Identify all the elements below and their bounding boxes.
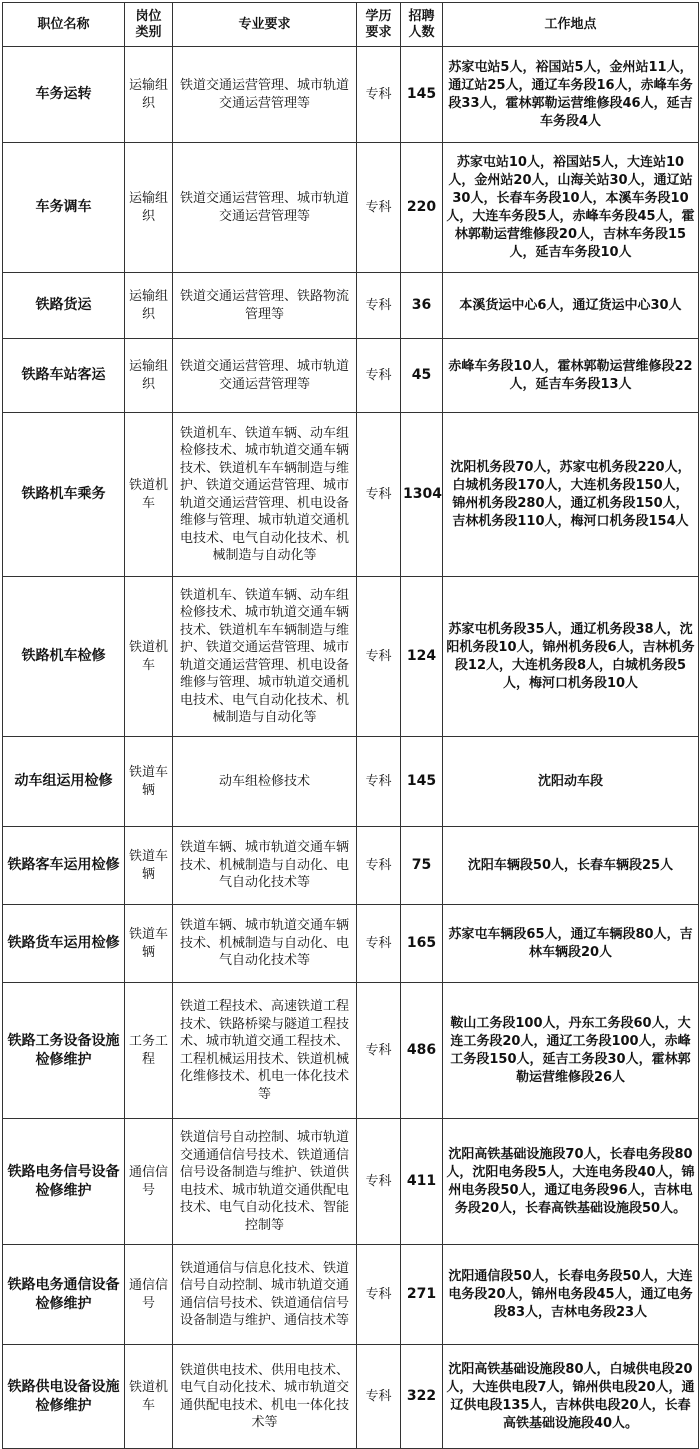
table-row [3, 1345, 699, 1449]
work-location: 赤峰车务段10人，霍林郭勒运营维修段22人，延吉车务段13人 [443, 339, 699, 413]
major-requirement: 铁道交通运营管理、城市轨道交通运营管理等 [173, 339, 357, 413]
position-category: 运输组织 [125, 339, 173, 413]
position-name: 铁路机车乘务 [3, 413, 125, 577]
work-location: 苏家屯车辆段65人，通辽车辆段80人，吉林车辆段20人 [443, 905, 699, 983]
table-row [3, 413, 699, 577]
position-category: 通信信号 [125, 1245, 173, 1345]
education-requirement: 专科 [357, 1345, 401, 1449]
table-row [3, 273, 699, 339]
position-category: 铁道车辆 [125, 905, 173, 983]
education-requirement: 专科 [357, 413, 401, 577]
recruit-count: 165 [401, 905, 443, 983]
major-requirement: 铁道工程技术、高速铁道工程技术、铁路桥梁与隧道工程技术、城市轨道交通工程技术、工程机械运用技术、铁道机械化维修技术、机电一体化技术等 [173, 983, 357, 1119]
recruit-count: 1304 [401, 413, 443, 577]
position-category: 铁道车辆 [125, 737, 173, 827]
education-requirement: 专科 [357, 47, 401, 143]
recruit-count: 271 [401, 1245, 443, 1345]
table-row [3, 1119, 699, 1245]
position-category: 铁道机车 [125, 413, 173, 577]
education-requirement: 专科 [357, 737, 401, 827]
work-location: 沈阳高铁基础设施段70人，长春电务段80人，沈阳电务段5人，大连电务段40人，锦州电务段50人，通辽电务段96人，吉林电务段20人，长春高铁基础设施段50人。 [443, 1119, 699, 1245]
major-requirement: 动车组检修技术 [173, 737, 357, 827]
education-requirement: 专科 [357, 905, 401, 983]
position-name: 铁路客车运用检修 [3, 827, 125, 905]
recruit-count: 45 [401, 339, 443, 413]
position-name: 铁路机车检修 [3, 577, 125, 737]
recruit-count: 486 [401, 983, 443, 1119]
position-name: 铁路货运 [3, 273, 125, 339]
recruit-count: 145 [401, 737, 443, 827]
position-name: 动车组运用检修 [3, 737, 125, 827]
table-row [3, 339, 699, 413]
position-name: 铁路车站客运 [3, 339, 125, 413]
education-requirement: 专科 [357, 1119, 401, 1245]
position-name: 铁路工务设备设施 检修维护 [3, 983, 125, 1119]
work-location: 苏家屯站10人，裕国站5人，大连站10人，金州站20人，山海关站30人，通辽站30人，长春车务段10人，本溪车务段10人，大连车务段5人，赤峰车务段45人，霍林郭勒运营维修段20人，吉林车务段15人，延吉车务段10人 [443, 143, 699, 273]
major-requirement: 铁道机车、铁道车辆、动车组检修技术、城市轨道交通车辆技术、铁道机车车辆制造与维护、铁道交通运营管理、城市轨道交通运营管理、机电设备维修与管理、城市轨道交通机电技术、电气自动化技术、机械制造与自动化等 [173, 577, 357, 737]
education-requirement: 专科 [357, 339, 401, 413]
position-category: 通信信号 [125, 1119, 173, 1245]
recruit-count: 145 [401, 47, 443, 143]
table-row [3, 905, 699, 983]
table-row [3, 577, 699, 737]
header-category: 岗位类别 [125, 3, 173, 47]
header-location: 工作地点 [443, 3, 699, 47]
recruit-count: 124 [401, 577, 443, 737]
education-requirement: 专科 [357, 1245, 401, 1345]
header-count: 招聘人数 [401, 3, 443, 47]
position-name: 车务运转 [3, 47, 125, 143]
education-requirement: 专科 [357, 143, 401, 273]
position-category: 运输组织 [125, 47, 173, 143]
major-requirement: 铁道车辆、城市轨道交通车辆技术、机械制造与自动化、电气自动化技术等 [173, 827, 357, 905]
recruit-count: 220 [401, 143, 443, 273]
position-name: 铁路电务通信设备 检修维护 [3, 1245, 125, 1345]
position-name: 铁路供电设备设施 检修维护 [3, 1345, 125, 1449]
major-requirement: 铁道信号自动控制、城市轨道交通通信信号技术、铁道通信信号设备制造与维护、铁道供电技术、城市轨道交通供配电技术、电气自动化技术、智能控制等 [173, 1119, 357, 1245]
education-requirement: 专科 [357, 577, 401, 737]
work-location: 沈阳车辆段50人，长春车辆段25人 [443, 827, 699, 905]
education-requirement: 专科 [357, 827, 401, 905]
table-row [3, 983, 699, 1119]
recruit-count: 411 [401, 1119, 443, 1245]
education-requirement: 专科 [357, 983, 401, 1119]
position-category: 铁道车辆 [125, 827, 173, 905]
work-location: 本溪货运中心6人，通辽货运中心30人 [443, 273, 699, 339]
education-requirement: 专科 [357, 273, 401, 339]
table-row [3, 737, 699, 827]
major-requirement: 铁道车辆、城市轨道交通车辆技术、机械制造与自动化、电气自动化技术等 [173, 905, 357, 983]
position-category: 工务工程 [125, 983, 173, 1119]
work-location: 苏家屯站5人，裕国站5人，金州站11人，通辽站25人，通辽车务段16人，赤峰车务段33人，霍林郭勒运营维修段46人，延吉车务段4人 [443, 47, 699, 143]
header-position: 职位名称 [3, 3, 125, 47]
work-location: 苏家屯机务段35人，通辽机务段38人，沈阳机务段10人，锦州机务段6人，吉林机务段12人，大连机务段8人，白城机务段5人，梅河口机务段10人 [443, 577, 699, 737]
work-location: 沈阳动车段 [443, 737, 699, 827]
position-category: 运输组织 [125, 143, 173, 273]
position-name: 车务调车 [3, 143, 125, 273]
major-requirement: 铁道通信与信息化技术、铁道信号自动控制、城市轨道交通通信信号技术、铁道通信信号设备制造与维护、通信技术等 [173, 1245, 357, 1345]
work-location: 鞍山工务段100人，丹东工务段60人，大连工务段20人，通辽工务段100人，赤峰工务段150人，延吉工务段30人，霍林郭勒运营维修段26人 [443, 983, 699, 1119]
major-requirement: 铁道交通运营管理、城市轨道交通运营管理等 [173, 143, 357, 273]
table-row [3, 47, 699, 143]
position-name: 铁路货车运用检修 [3, 905, 125, 983]
recruit-count: 322 [401, 1345, 443, 1449]
work-location: 沈阳通信段50人，长春电务段50人，大连电务段20人，锦州电务段45人，通辽电务段83人，吉林电务段23人 [443, 1245, 699, 1345]
work-location: 沈阳机务段70人，苏家屯机务段220人，白城机务段170人，大连机务段150人，锦州机务段280人，通辽机务段150人，吉林机务段110人，梅河口机务段154人 [443, 413, 699, 577]
header-row [3, 3, 699, 47]
position-category: 运输组织 [125, 273, 173, 339]
major-requirement: 铁道交通运营管理、铁路物流管理等 [173, 273, 357, 339]
header-education: 学历要求 [357, 3, 401, 47]
table-row [3, 827, 699, 905]
recruit-count: 36 [401, 273, 443, 339]
recruitment-table [2, 2, 699, 1449]
position-name: 铁路电务信号设备 检修维护 [3, 1119, 125, 1245]
major-requirement: 铁道交通运营管理、城市轨道交通运营管理等 [173, 47, 357, 143]
table-row [3, 1245, 699, 1345]
major-requirement: 铁道机车、铁道车辆、动车组检修技术、城市轨道交通车辆技术、铁道机车车辆制造与维护、铁道交通运营管理、城市轨道交通运营管理、机电设备维修与管理、城市轨道交通机电技术、电气自动化技术、机械制造与自动化等 [173, 413, 357, 577]
header-major: 专业要求 [173, 3, 357, 47]
table-row [3, 143, 699, 273]
major-requirement: 铁道供电技术、供用电技术、电气自动化技术、城市轨道交通供配电技术、机电一体化技术等 [173, 1345, 357, 1449]
position-category: 铁道机车 [125, 1345, 173, 1449]
recruit-count: 75 [401, 827, 443, 905]
work-location: 沈阳高铁基础设施段80人，白城供电段20人，大连供电段7人，锦州供电段20人，通辽供电段135人，吉林供电段20人，长春高铁基础设施段40人。 [443, 1345, 699, 1449]
position-category: 铁道机车 [125, 577, 173, 737]
